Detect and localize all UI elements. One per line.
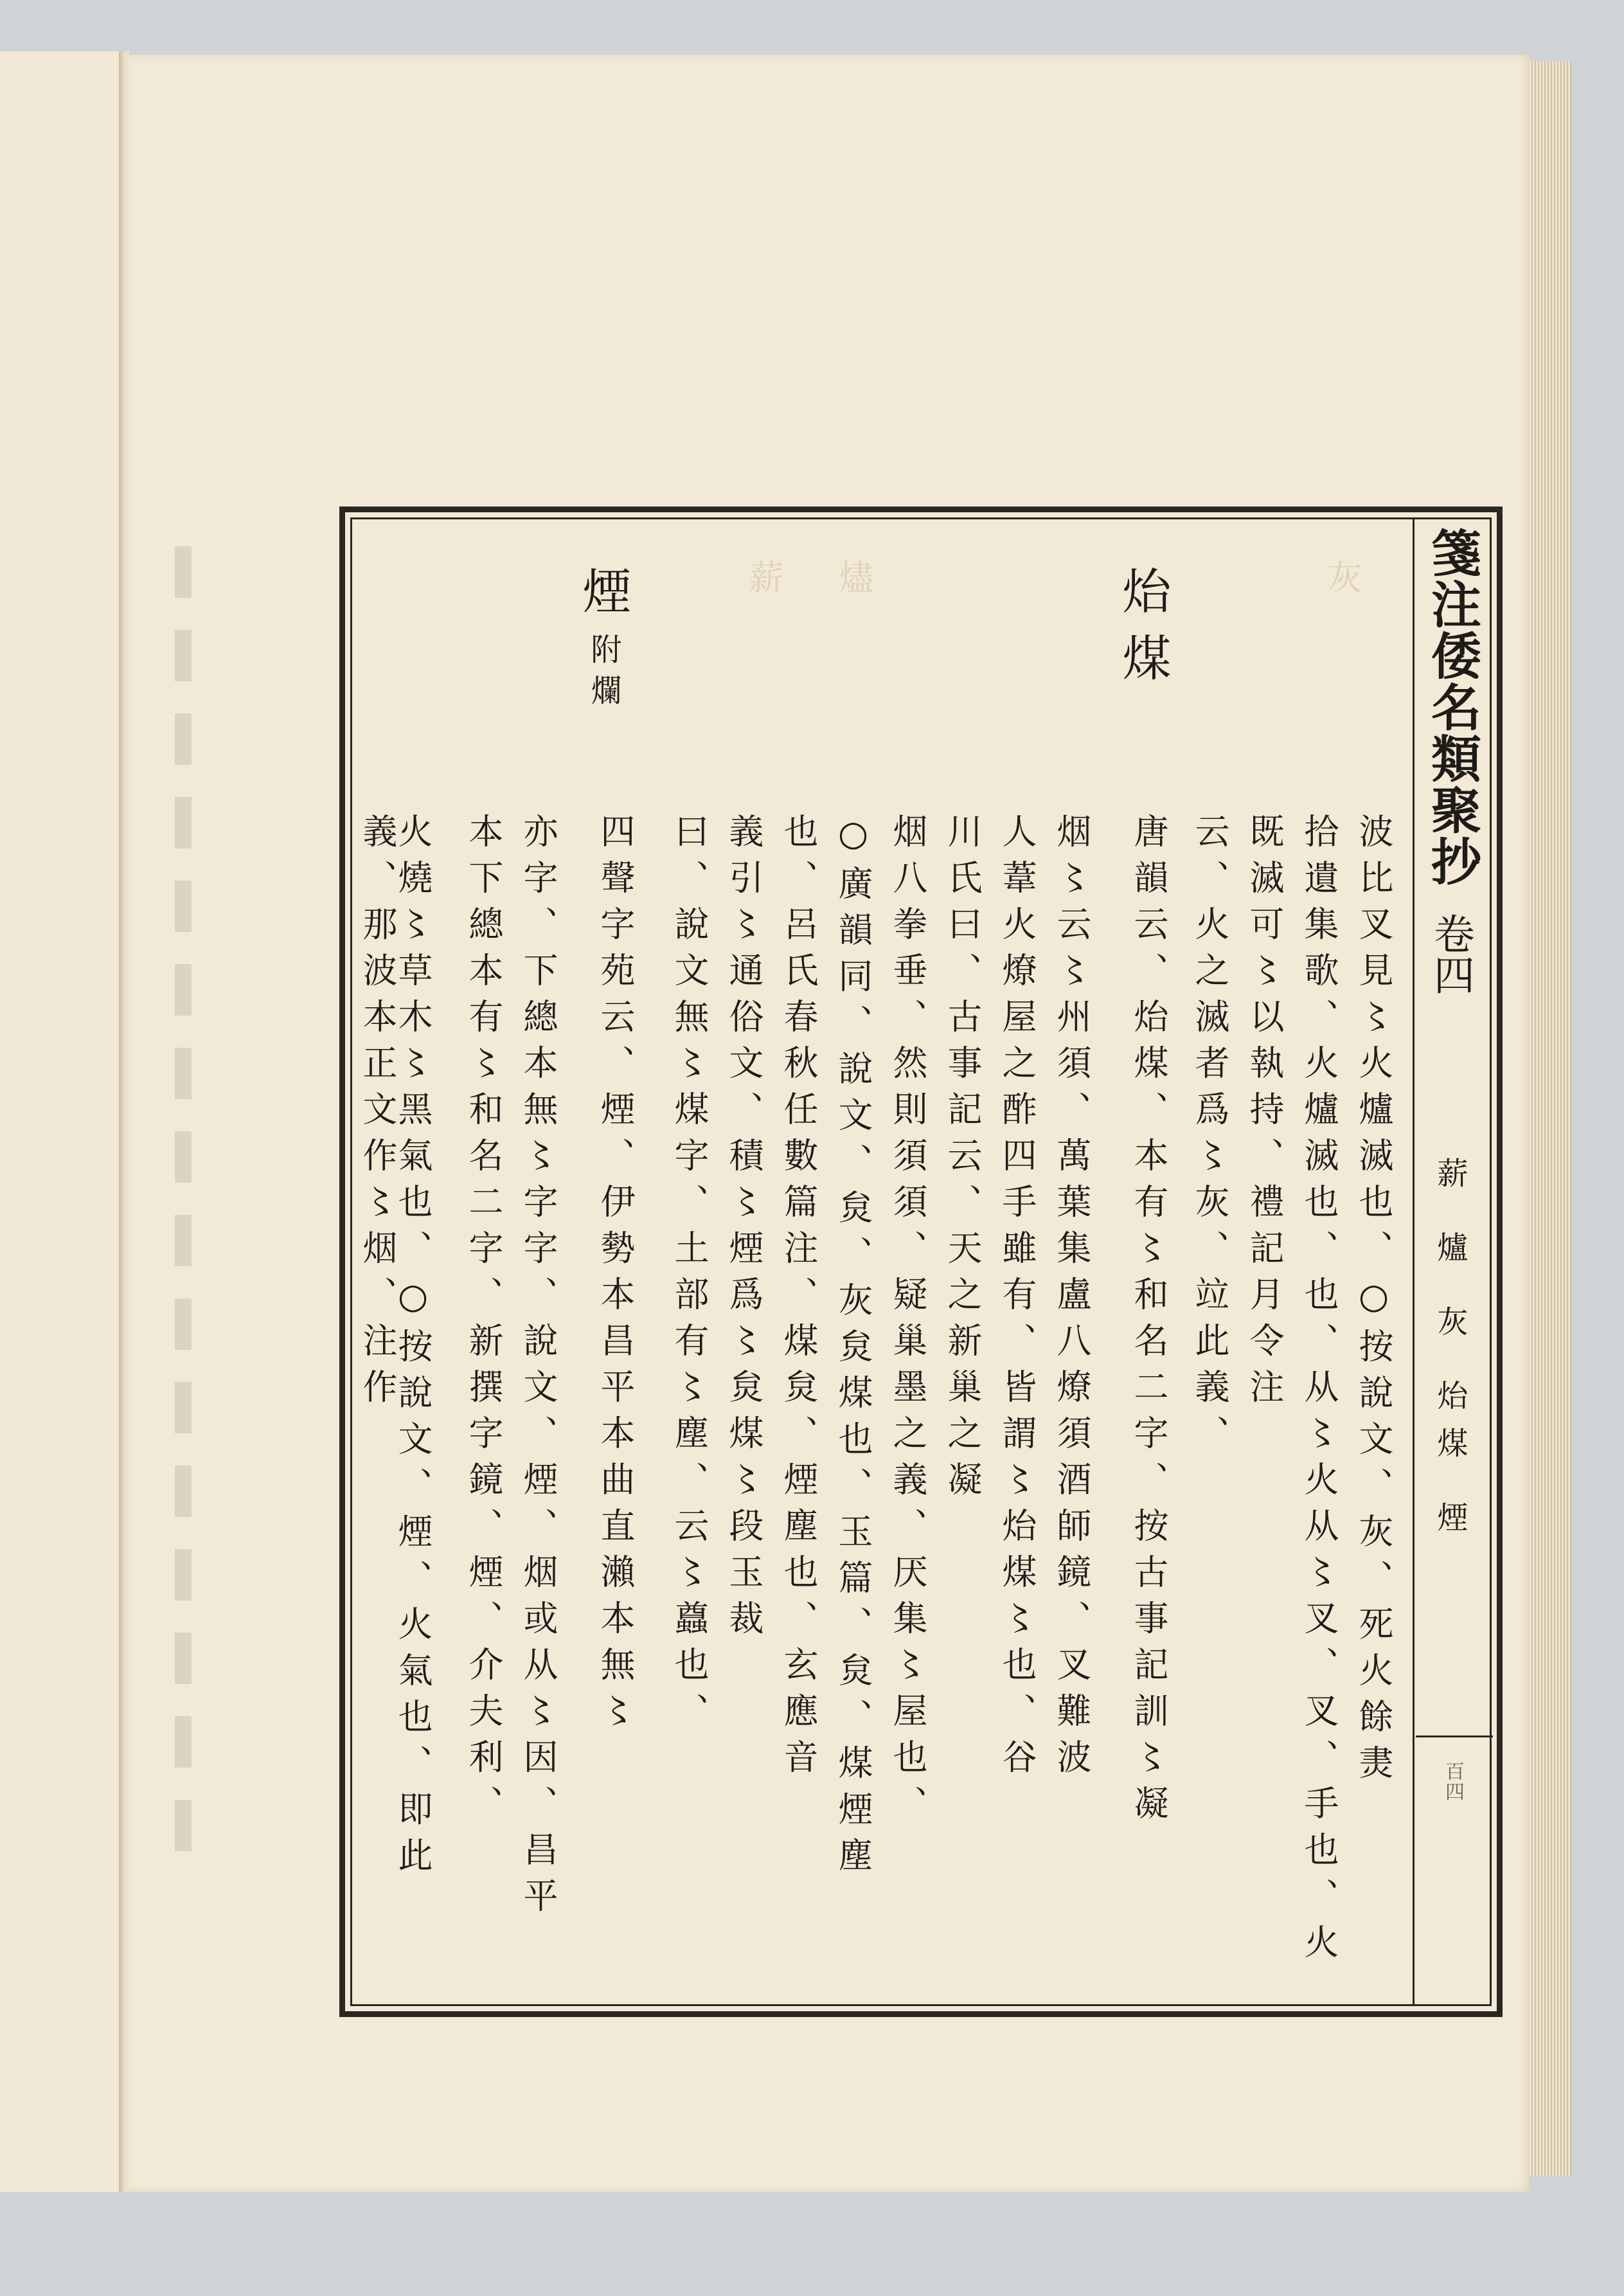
page-number: 百四 [1441, 1761, 1464, 1802]
text-column: 唐韻云、炲煤、本有〻和名二字、按古事記訓〻凝 [1129, 813, 1169, 1831]
text-column: 烟八拳垂、然則須須、疑巢墨之義、厌集〻屋也、 [888, 813, 928, 1831]
show-through-text [175, 546, 192, 1883]
text-column: 波比叉見〻火爐滅也、○按說文、灰、死火餘㶳 [1353, 813, 1394, 1791]
header-separator [1413, 519, 1414, 2004]
text-column: 四聲字苑云、煙、伊勢本昌平本曲直瀨本無〻 [595, 813, 636, 1739]
text-column: 義、那波本正文作〻烟、注作 [357, 813, 398, 1415]
entry-index: 薪 爐 灰 炲煤 煙 [1432, 1157, 1468, 1549]
text-column: 烟〻云〻州須、萬葉集盧八燎須酒師鏡、叉難波 [1051, 813, 1092, 1785]
left-page [0, 51, 122, 2192]
ghost-heading: 灰 [1322, 559, 1362, 594]
text-column: 川氏曰、古事記云、天之新巢之凝 [942, 813, 983, 1507]
book-title: 箋注倭名類聚抄 [1423, 527, 1481, 887]
page-number-rule [1416, 1735, 1493, 1737]
text-column: ○廣韻同、說文、炱、灰炱煤也、玉篇、炱、煤煙塵 [833, 813, 873, 1883]
text-column: 火燒〻草木〻黑氣也、○按說文、煙、火氣也、即此 [393, 813, 433, 1883]
text-column: 也、呂氏春秋任數篇注、煤炱、煙塵也、玄應音 [778, 813, 819, 1785]
text-column: 既滅可〻以執持、禮記月令注 [1244, 813, 1285, 1415]
heading-smoke: 煙 [575, 566, 632, 632]
text-column: 人葦火燎屋之酢四手雖有、皆謂〻炲煤〻也、谷 [997, 813, 1037, 1785]
page-edges [1530, 61, 1571, 2176]
heading-smoke-sub: 附爛 [585, 633, 621, 715]
text-column: 本下總本有〻和名二字、新撰字鏡、煙、介夫利、 [463, 813, 504, 1831]
text-column: 義引〻通俗文、積〻煙爲〻炱煤〻段玉裁 [724, 813, 764, 1646]
book-gutter [119, 51, 129, 2192]
ghost-heading: 薪 [744, 559, 784, 594]
text-column: 亦字、下總本無〻字字、說文、煙、烟或从〻因、昌平 [518, 813, 558, 1924]
ghost-heading: 燼 [834, 559, 874, 594]
text-column: 曰、說文無〻煤字、土部有〻塵、云〻蠤也、 [669, 813, 709, 1739]
text-column: 拾遺集歌、火爐滅也、也、从〻火从〻叉、叉、手也、火 [1299, 813, 1339, 1970]
heading-taimei: 炲煤 [1114, 566, 1172, 699]
volume-label: 卷四 [1427, 913, 1474, 995]
text-column: 云、火之滅者爲〻灰、竝此義、 [1190, 813, 1230, 1461]
